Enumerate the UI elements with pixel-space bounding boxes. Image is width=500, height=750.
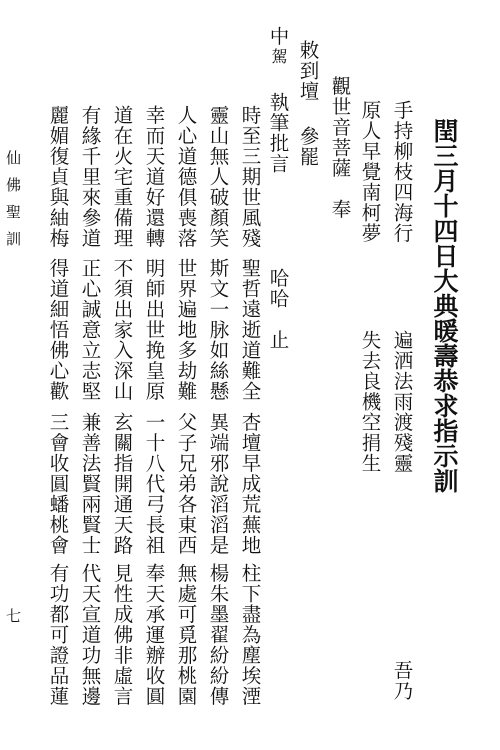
poem-col-7-seg-4: 有功都可證品蓮 bbox=[46, 563, 70, 707]
poem-col-4-seg-1: 幸而天道好還轉 bbox=[142, 105, 166, 249]
poem-col-1-seg-3: 杏壇早成荒蕪地 bbox=[238, 412, 262, 556]
poem-col-5-seg-4: 見性成佛非虛言 bbox=[110, 563, 134, 707]
poem-col-2-seg-4: 楊朱墨翟紛紛傳 bbox=[206, 563, 230, 707]
verse-line-1-bottom: 遍洒法雨渡殘靈 bbox=[390, 330, 414, 474]
verse-line-2-top: 原人早覺南柯夢 bbox=[358, 100, 382, 244]
poem-col-7-seg-3: 三會收圓蟠桃會 bbox=[46, 412, 70, 556]
deity-attribution: 觀世音菩薩 奉 bbox=[328, 76, 352, 220]
poem-col-5-seg-3: 玄關指開通天路 bbox=[110, 412, 134, 556]
poem-col-5-seg-2: 不須出家入深山 bbox=[110, 258, 134, 402]
brush-commentary: 執筆批言 bbox=[266, 92, 290, 174]
page-number: 七 bbox=[4, 608, 22, 635]
poem-col-1-seg-2: 聖哲遠逝道難全 bbox=[238, 258, 262, 402]
poem-col-1-seg-1: 時至三期世風殘 bbox=[238, 105, 262, 249]
closing-laugh: 哈哈 止 bbox=[266, 268, 290, 350]
verse-line-1-top: 手持柳枝四海行 bbox=[390, 100, 414, 244]
running-header: 仙佛聖訓 bbox=[4, 150, 22, 258]
poem-col-3-seg-4: 無處可覓那桃園 bbox=[174, 563, 198, 707]
poem-col-6-seg-1: 有緣千里來參道 bbox=[78, 105, 102, 249]
author-signature: 吾乃 bbox=[390, 660, 414, 701]
poem-col-2-seg-2: 斯文一脉如絲懸 bbox=[206, 258, 230, 402]
poem-col-3-seg-2: 世界遍地多劫難 bbox=[174, 258, 198, 402]
poem-col-7-seg-1: 麗媚復貞與紬梅 bbox=[46, 105, 70, 249]
poem-col-4-seg-2: 明師出世挽皇原 bbox=[142, 258, 166, 402]
verse-line-2-bottom: 失去良機空捐生 bbox=[358, 330, 382, 474]
poem-col-7-seg-2: 得道細悟佛心歡 bbox=[46, 258, 70, 402]
poem-col-6-seg-2: 正心誠意立志堅 bbox=[78, 258, 102, 402]
poem-col-5-seg-1: 道在火宅重備理 bbox=[110, 105, 134, 249]
poem-col-2-seg-1: 靈山無人破顏笑 bbox=[206, 105, 230, 249]
carriage-note: 駕 bbox=[269, 48, 288, 65]
poem-col-6-seg-4: 代天宣道功無邊 bbox=[78, 563, 102, 707]
poem-col-3-seg-3: 父子兄弟各東西 bbox=[174, 412, 198, 556]
poem-col-6-seg-3: 兼善法賢兩賢士 bbox=[78, 412, 102, 556]
audience-done: 參罷 bbox=[296, 126, 320, 167]
page-title: 閏三月十四日大典暖壽恭求指示訓 bbox=[430, 118, 459, 493]
poem-col-1-seg-4: 柱下盡為塵埃湮 bbox=[238, 563, 262, 707]
poem-col-2-seg-3: 異端邪說滔滔是 bbox=[206, 412, 230, 556]
poem-col-4-seg-3: 一十八代弓長祖 bbox=[142, 412, 166, 556]
edict-arrival: 敕到壇 bbox=[296, 40, 320, 102]
poem-col-4-seg-4: 奉天承運辦收圓 bbox=[142, 563, 166, 707]
poem-col-3-seg-1: 人心道德俱喪落 bbox=[174, 105, 198, 249]
center-mark: 中 bbox=[266, 26, 290, 47]
